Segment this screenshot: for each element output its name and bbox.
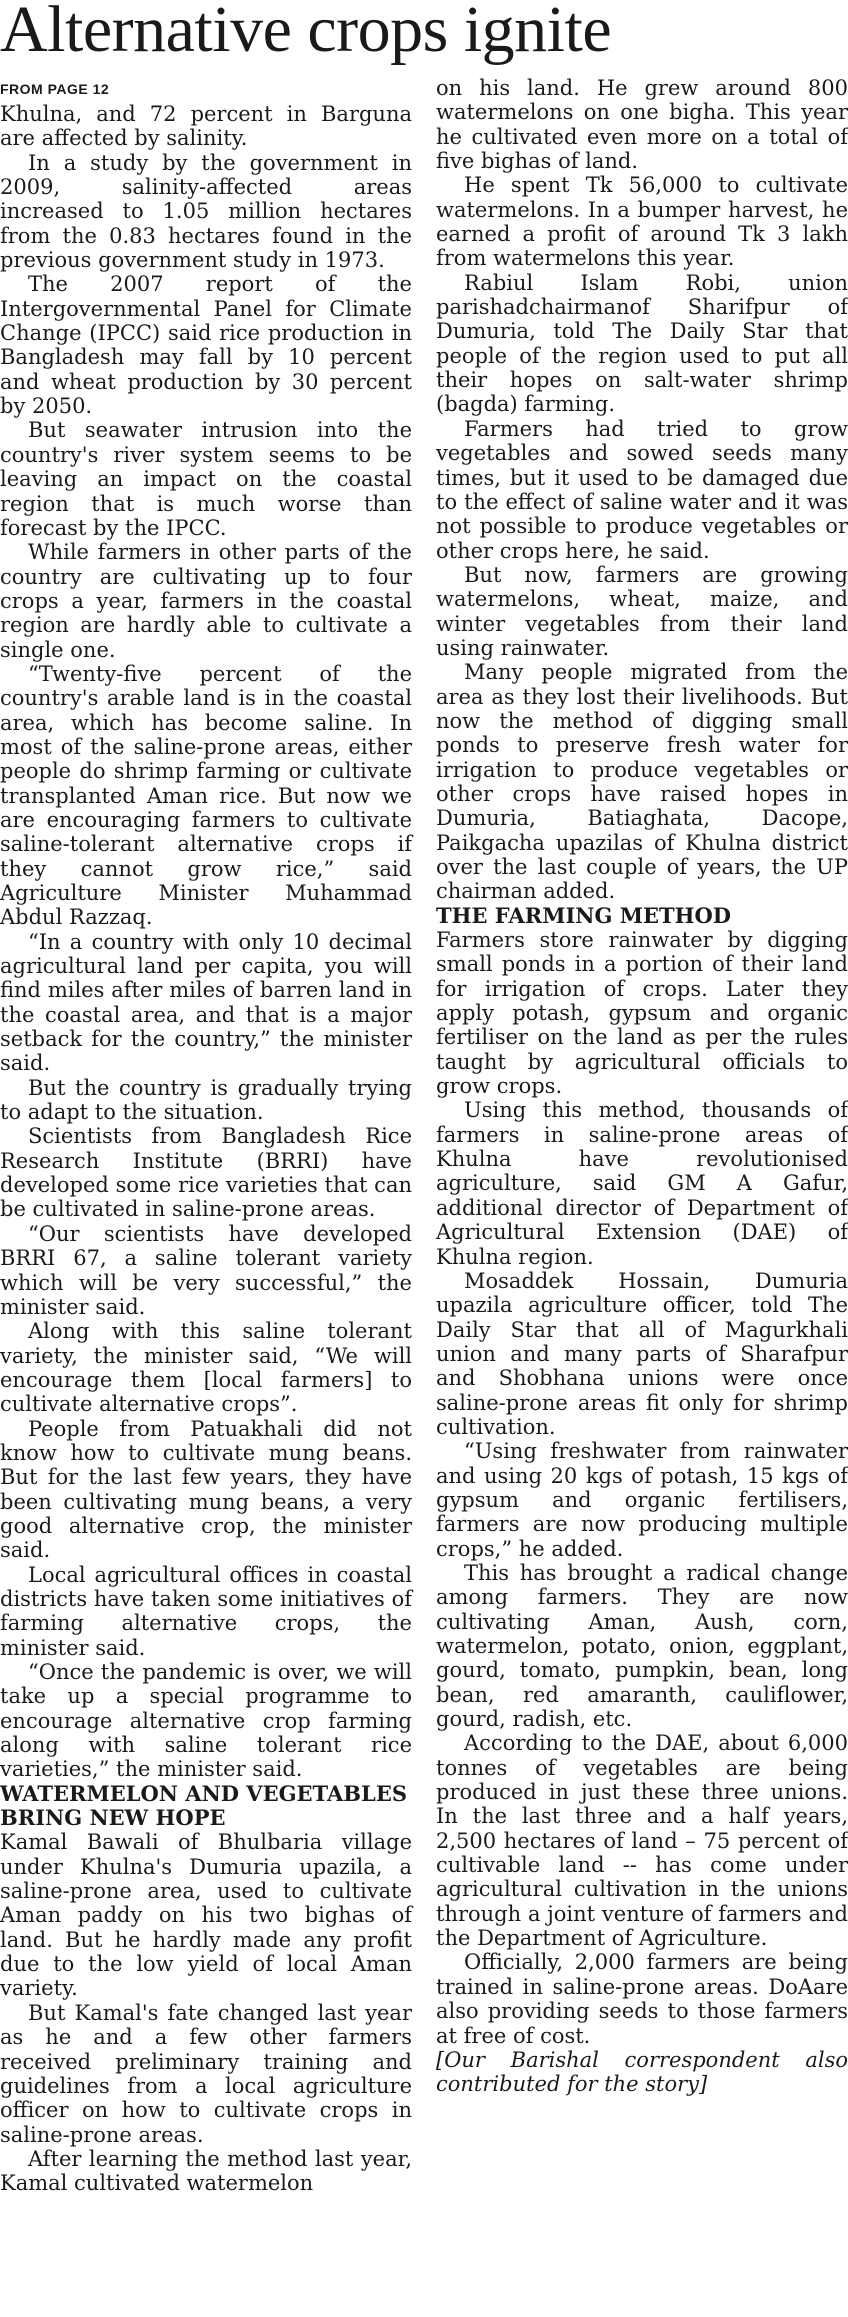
article-paragraph: After learning the method last year, Kamal cultivated watermelon bbox=[0, 2146, 412, 2196]
jump-line: FROM PAGE 12 bbox=[0, 81, 110, 97]
article-paragraph: While farmers in other parts of the country are cultivating up to four crops a year, farmers in the coastal region are hardly able to cultivate a single one. bbox=[0, 540, 412, 662]
article-paragraph: Officially, 2,000 farmers are being trained in saline-prone areas. DoAare also providing seeds to those farmers at free of cost. bbox=[436, 1950, 848, 2048]
article-column-left bbox=[0, 78, 412, 2196]
article-paragraph: People from Patuakhali did not know how to cultivate mung beans. But for the last few years, they have been cultivating mung beans, a very good alternative crop, the minister said. bbox=[0, 1416, 412, 1563]
article-paragraph: The 2007 report of the Intergovernmental Panel for Climate Change (IPCC) said rice production in Bangladesh may fall by 10 percent and wheat production by 30 percent by 2050. bbox=[0, 272, 412, 419]
article-paragraph: But the country is gradually trying to adapt to the situation. bbox=[0, 1075, 412, 1125]
article-paragraph: “Our scientists have developed BRRI 67, a saline tolerant variety which will be very successful,” the minister said. bbox=[0, 1221, 412, 1319]
headline: Alternative crops ignite bbox=[0, 0, 612, 66]
article-paragraph: on his land. He grew around 800 watermelons on one bigha. This year he cultivated even more on a total of five bighas of land. bbox=[436, 76, 848, 174]
article-paragraph: This has brought a radical change among farmers. They are now cultivating Aman, Aush, corn, watermelon, potato, onion, eggplant, gourd, tomato, pumpkin, bean, long bean, red amaranth, cauliflower, gourd, radish, etc. bbox=[436, 1560, 848, 1732]
article-paragraph: “Twenty-five percent of the country's arable land is in the coastal area, which has become saline. In most of the saline-prone areas, either people do shrimp farming or cultivate transplanted Aman rice. But now we are encouraging farmers to cultivate saline-tolerant alternative crops if they cannot grow rice,” said Agriculture Minister Muhammad Abdul Razzaq. bbox=[0, 661, 412, 930]
article-paragraph: Mosaddek Hossain, Dumuria upazila agriculture officer, told The Daily Star that all of Magurkhali union and many parts of Sharafpur and Shobhana unions were once saline-prone areas fit only for shrimp cultivation. bbox=[436, 1268, 848, 1439]
article-paragraph: But Kamal's fate changed last year as he and a few other farmers received preliminary training and guidelines from a local agriculture officer on how to cultivate crops in saline-prone areas. bbox=[0, 2000, 412, 2147]
section-subhead: WATERMELON AND VEGETABLES BRING NEW HOPE bbox=[0, 1780, 407, 1831]
article-paragraph: “In a country with only 10 decimal agricultural land per capita, you will find miles after miles of barren land in the coastal area, and that is a major setback for the country,” the minister said. bbox=[0, 929, 412, 1076]
article-paragraph: Along with this saline tolerant variety, the minister said, “We will encourage them [local farmers] to cultivate alternative crops”. bbox=[0, 1319, 412, 1417]
article-paragraph: Rabiul Islam Robi, union parishadchairmanof Sharifpur of Dumuria, told The Daily Star that people of the region used to put all their hopes on salt-water shrimp (bagda) farming. bbox=[436, 270, 848, 417]
article-paragraph: Using this method, thousands of farmers in saline-prone areas of Khulna have revolutionised agriculture, said GM A Gafur, additional director of Department of Agricultural Extension (DAE) of Khulna region. bbox=[436, 1098, 848, 1269]
article-paragraph: “Using freshwater from rainwater and using 20 kgs of potash, 15 kgs of gypsum and organic fertilisers, farmers are now producing multiple crops,” he added. bbox=[436, 1439, 848, 1561]
correspondent-credit: [Our Barishal correspondent also contributed for the story] bbox=[436, 2047, 848, 2097]
article-paragraph: Kamal Bawali of Bhulbaria village under Khulna's Dumuria upazila, a saline-prone area, used to cultivate Aman paddy on his two bighas of land. But he hardly made any profit due to the low yield of local Aman variety. bbox=[0, 1830, 412, 2001]
left-column-body bbox=[0, 102, 412, 2196]
article-paragraph: Scientists from Bangladesh Rice Research Institute (BRRI) have developed some rice varieties that can be cultivated in saline-prone areas. bbox=[0, 1124, 412, 1222]
article-paragraph: He spent Tk 56,000 to cultivate watermelons. In a bumper harvest, he earned a profit of around Tk 3 lakh from watermelons this year. bbox=[436, 173, 848, 271]
article-paragraph: But seawater intrusion into the country's river system seems to be leaving an impact on the coastal region that is much worse than forecast by the IPCC. bbox=[0, 418, 412, 540]
article-paragraph: Khulna, and 72 percent in Barguna are affected by salinity. bbox=[0, 102, 412, 151]
section-subhead: THE FARMING METHOD bbox=[436, 902, 731, 928]
article-paragraph: Farmers had tried to grow vegetables and sowed seeds many times, but it used to be damaged due to the effect of saline water and it was not possible to produce vegetables or other crops here, he said. bbox=[436, 416, 848, 563]
article-paragraph: Local agricultural offices in coastal districts have taken some initiatives of farming alternative crops, the minister said. bbox=[0, 1562, 412, 1660]
article-paragraph: Farmers store rainwater by digging small ponds in a portion of their land for irrigation of crops. Later they apply potash, gypsum and organic fertiliser on the land as per the rules taught by agricultural officials to grow crops. bbox=[436, 928, 848, 1099]
right-column-body bbox=[436, 76, 848, 2097]
article-paragraph: “Once the pandemic is over, we will take up a special programme to encourage alternative crop farming along with saline tolerant rice varieties,” the minister said. bbox=[0, 1660, 412, 1782]
article-paragraph: Many people migrated from the area as they lost their livelihoods. But now the method of digging small ponds to preserve fresh water for irrigation to produce vegetables or other crops have raised hopes in Dumuria, Batiaghata, Dacope, Paikgacha upazilas of Khulna district over the last couple of years, the UP chairman added. bbox=[436, 660, 848, 904]
article-paragraph: But now, farmers are growing watermelons, wheat, maize, and winter vegetables from their land using rainwater. bbox=[436, 562, 848, 660]
article-paragraph: According to the DAE, about 6,000 tonnes of vegetables are being produced in just these three unions. In the last three and a half years, 2,500 hectares of land – 75 percent of cultivable land -- has come under agricultural cultivation in the unions through a joint venture of farmers and the Department of Agriculture. bbox=[436, 1731, 848, 1951]
article-column-right bbox=[436, 76, 848, 2097]
article-paragraph: In a study by the government in 2009, salinity-affected areas increased to 1.05 million hectares from the 0.83 hectares found in the previous government study in 1973. bbox=[0, 150, 412, 273]
